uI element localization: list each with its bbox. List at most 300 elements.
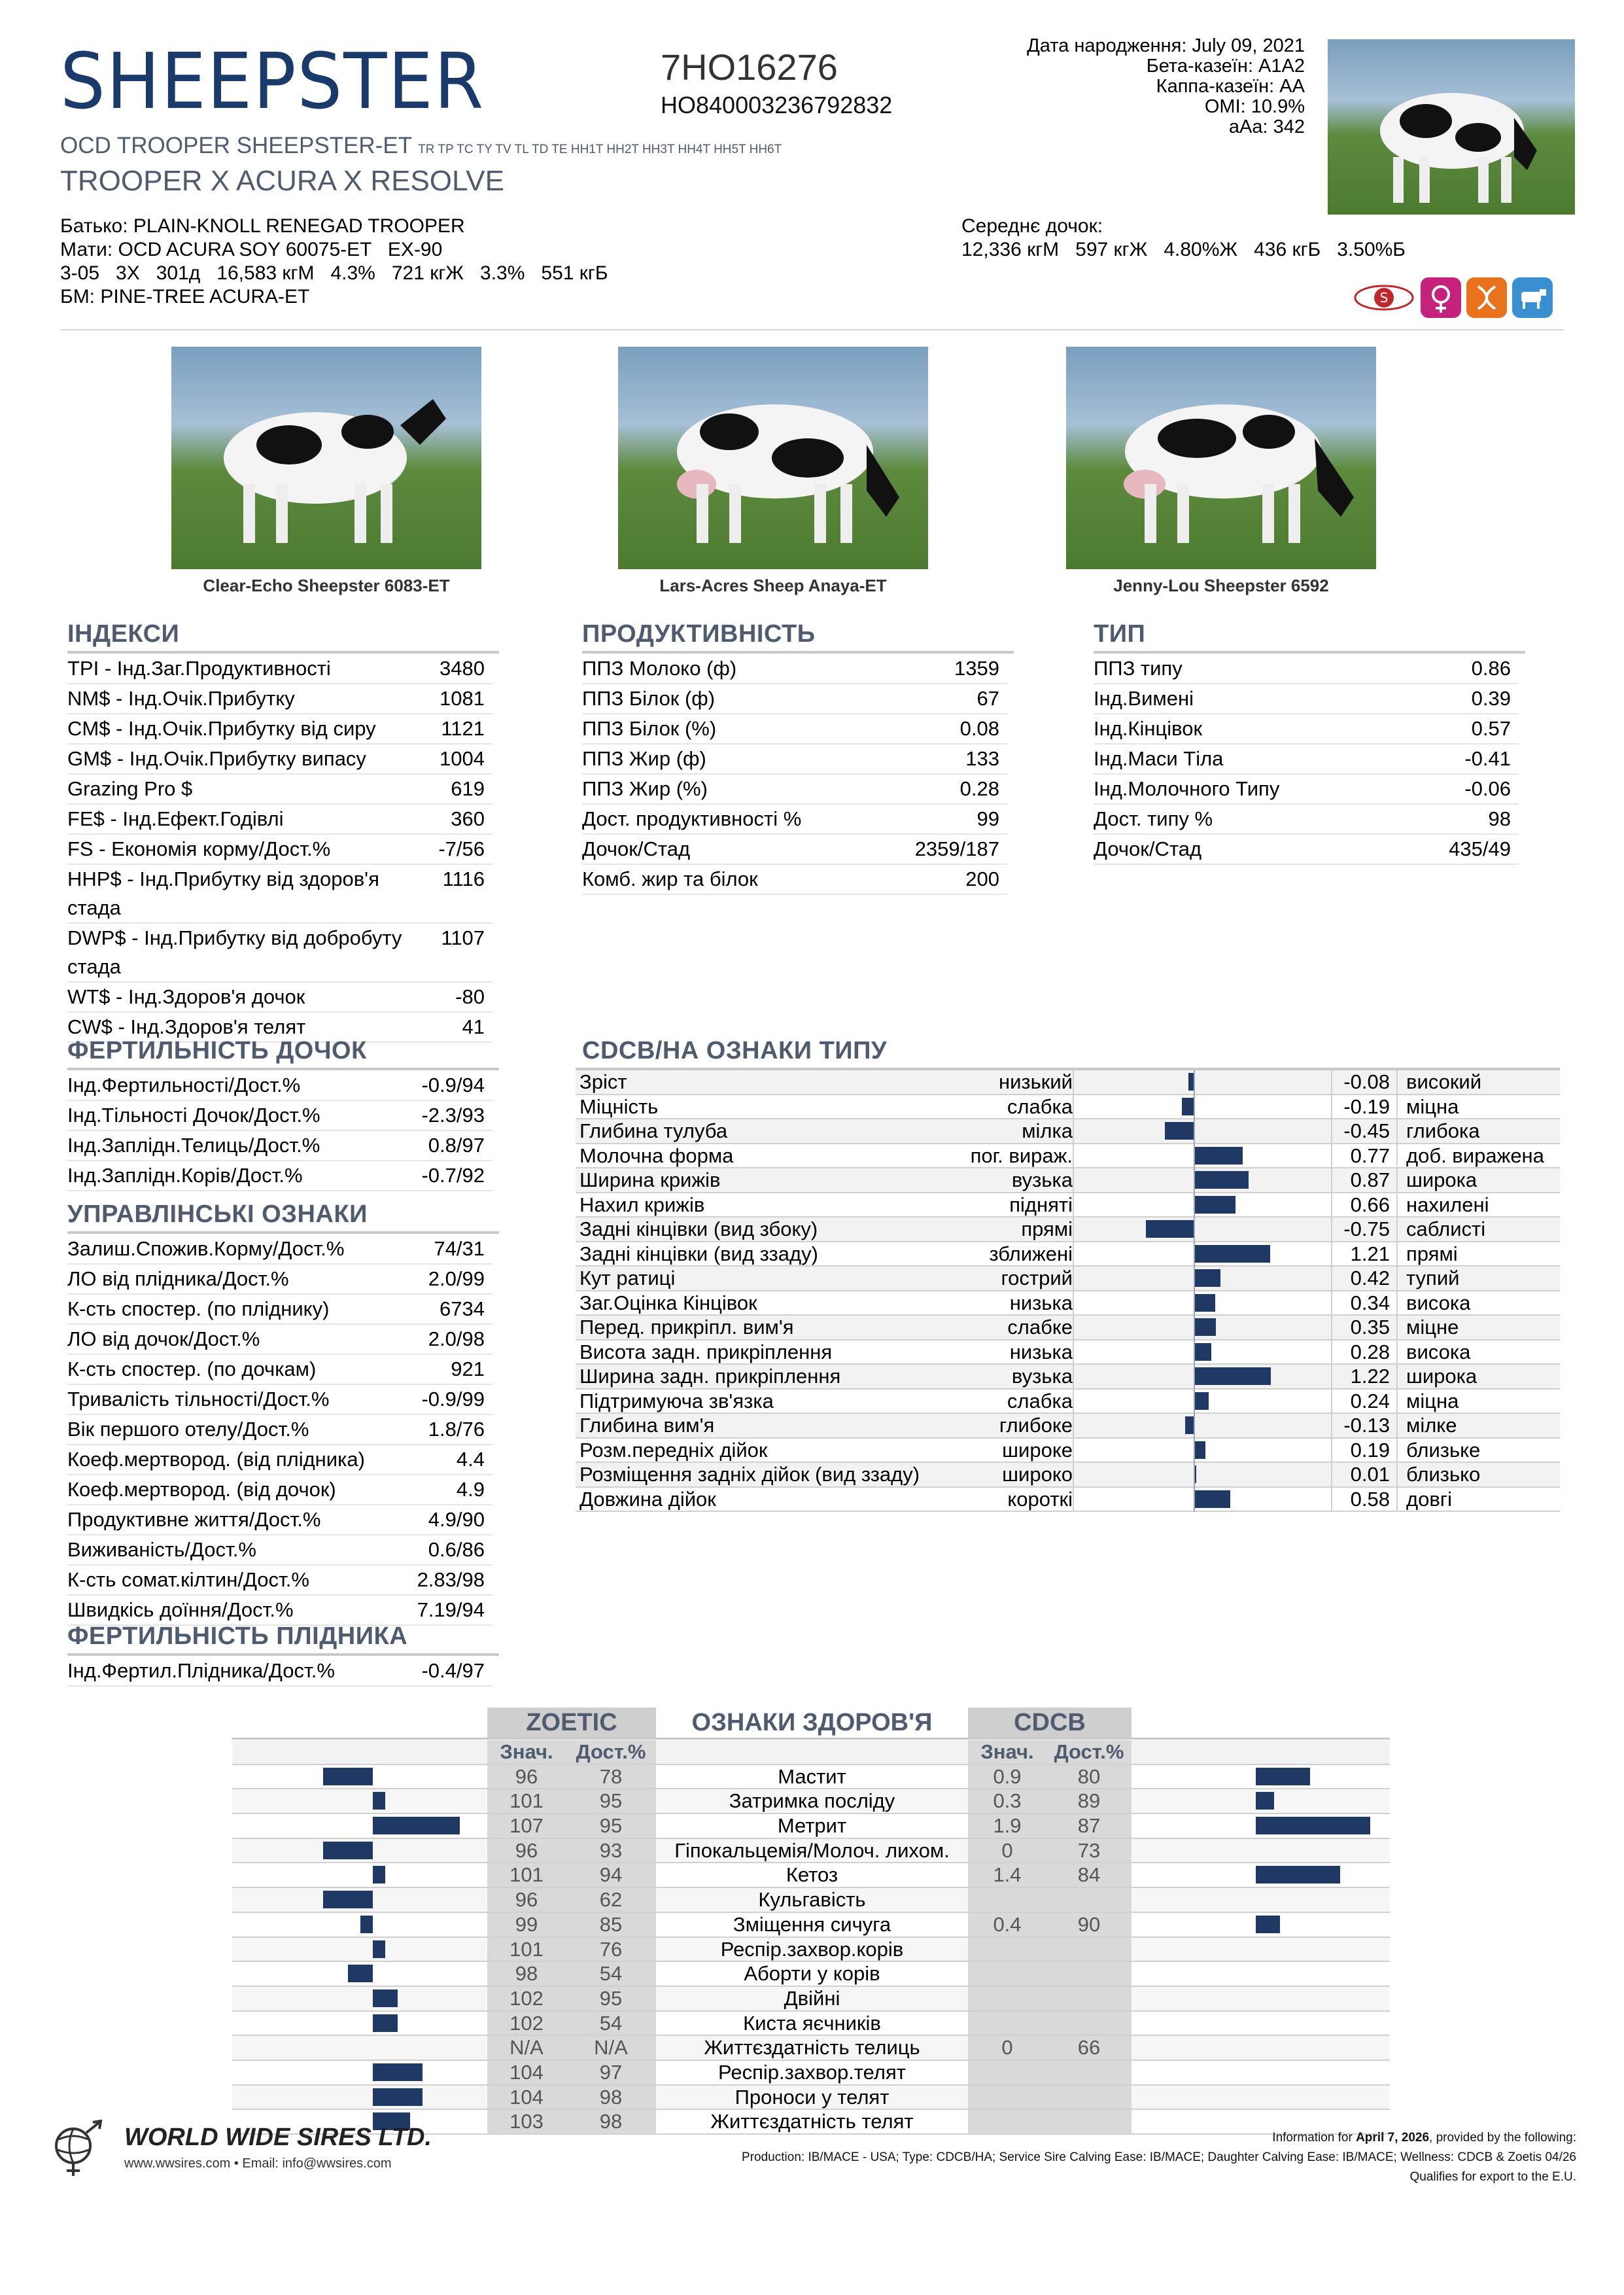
trait-bar [1194,1245,1270,1263]
row-value: 619 [451,777,485,800]
sire-fertility-row [67,1656,492,1687]
row-value: 4.4 [456,1448,485,1471]
zoetis-reliability: 76 [599,1937,623,1961]
zoetis-value: 107 [510,1814,544,1838]
column-divider [1073,1095,1074,1119]
daughter-caption-3: Jenny-Lou Sheepster 6592 [1113,576,1329,595]
zoetis-reliability: N/A [594,2036,628,2059]
row-value: 1359 [954,657,999,680]
column-divider [1331,1144,1332,1168]
column-divider [1073,1340,1074,1364]
health-row [232,2086,1390,2111]
trait-high: висока [1406,1291,1471,1314]
cdcb-reliability: 80 [1077,1764,1101,1788]
trait-value: 0.28 [1350,1340,1390,1363]
column-divider [1331,1316,1332,1339]
trait-value: 0.01 [1350,1463,1390,1486]
health-row [232,1814,1390,1839]
trait-name: Задні кінцівки (вид збоку) [579,1218,818,1240]
indexes-row [67,654,492,684]
row-value: 2359/187 [914,837,999,860]
health-trait-name: Аборти у корів [744,1962,880,1986]
fertility-daughters-title: ФЕРТИЛЬНІСТЬ ДОЧОК [67,1037,367,1064]
health-row [232,1987,1390,2012]
health-row [232,2061,1390,2086]
haplotype-codes: TR TP TC TY TV TL TD TE HH1T HH2T HH3T HH4T HH5T HH6T [418,143,782,156]
management-row [67,1385,492,1415]
daughter-photo-1 [171,347,481,569]
trait-high: нахилені [1406,1193,1489,1216]
cdcb-value: 1.9 [993,1814,1022,1838]
row-label: WT$ - Інд.Здоров'я дочок [67,985,305,1008]
trait-value: 0.34 [1350,1291,1390,1314]
maternal-grandsire: БМ: PINE-TREE ACURA-ET [60,286,310,307]
trait-value: 0.87 [1350,1168,1390,1191]
sire: Батько: PLAIN-KNOLL RENEGAD TROOPER [60,215,465,237]
daughter-caption-2: Lars-Acres Sheep Anaya-ET [659,576,887,595]
cdcb-type-row [576,1193,1560,1218]
trait-high: міцне [1406,1316,1459,1339]
health-trait-name: Життєздатність телиць [704,2036,920,2059]
trait-low: підняті [1009,1193,1073,1216]
trait-low: короткі [1007,1487,1073,1511]
cdcb-health-bar [1256,1792,1274,1810]
trait-name: Зріст [579,1070,627,1093]
trait-low: слабке [1007,1316,1073,1339]
type-row [1094,714,1519,745]
zoetis-bar [348,1965,373,1982]
row-label: Вік першого отелу/Дост.% [67,1418,309,1441]
zoetis-value: 98 [515,1962,538,1986]
trait-name: Глибина вим'я [579,1414,715,1437]
indexes-rule [67,651,499,654]
health-trait-name: Життєздатність телят [710,2110,914,2133]
management-row [67,1295,492,1325]
column-divider [1073,1168,1074,1192]
trait-name: Розміщення задніх дійок (вид ззаду) [579,1463,920,1486]
column-divider [1331,1267,1332,1290]
column-divider [1331,1488,1332,1511]
column-divider [1073,1193,1074,1217]
trait-high: близько [1406,1463,1481,1486]
indexes-row [67,835,492,865]
row-label: CW$ - Інд.Здоров'я телят [67,1015,306,1038]
sire-fertility-table [67,1656,492,1687]
column-divider [1073,1119,1074,1143]
zoetis-reliability: 97 [599,2060,623,2084]
production-row [582,805,1007,835]
column-divider [1396,1488,1398,1511]
column-divider [1396,1193,1398,1217]
trait-name: Розм.передніх дійок [579,1438,768,1462]
type-row [1094,805,1519,835]
type-row [1094,684,1519,714]
indexes-row [67,684,492,714]
management-row [67,1355,492,1385]
zoetis-reliability: 93 [599,1838,623,1862]
zoetis-bar [373,2088,423,2106]
registration-number: HO840003236792832 [661,92,893,118]
health-row [232,1839,1390,1864]
trait-name: Довжина дійок [579,1487,716,1511]
column-divider [1073,1070,1074,1094]
management-row [67,1535,492,1566]
row-label: Інд.Кінцівок [1094,717,1203,740]
fertility-daughters-row [67,1161,492,1191]
trait-name: Глибина тулуба [579,1119,728,1142]
health-trait-name: Респір.захвор.корів [720,1937,904,1961]
column-divider [1331,1365,1332,1388]
column-divider [1331,1439,1332,1462]
row-label: FS - Економія корму/Дост.% [67,837,331,860]
zoetis-reliability: 98 [599,2085,623,2109]
trait-value: 0.58 [1350,1487,1390,1511]
trait-name: Міцність [579,1095,659,1118]
cow-illustration [1328,39,1575,215]
svg-text:S: S [1379,290,1389,306]
cdcb-value: 0 [1001,2036,1013,2059]
value-cell-bg [968,1987,1132,2010]
column-divider [1396,1340,1398,1364]
row-label: GM$ - Інд.Очік.Прибутку випасу [67,747,366,770]
trait-high: довгі [1406,1487,1452,1511]
row-label: CM$ - Інд.Очік.Прибутку від сиру [67,717,376,740]
indexes-title: ІНДЕКСИ [67,620,180,648]
fertility-daughters-row [67,1101,492,1131]
zoetis-bar [373,1792,385,1810]
cdcb-health-bar [1256,1916,1280,1933]
health-top-rule [232,1738,1390,1740]
health-trait-name: Зміщення сичуга [733,1912,891,1936]
cdcb-value: 0.3 [993,1789,1022,1813]
row-value: 1116 [442,867,485,890]
column-divider [1331,1242,1332,1266]
trait-high: доб. виражена [1406,1144,1544,1167]
row-label: TPI - Інд.Заг.Продуктивності [67,657,331,680]
trait-high: близьке [1406,1438,1481,1462]
trait-value: 0.24 [1350,1389,1390,1412]
value-cell-bg [968,2086,1132,2109]
company-contact: www.wwsires.com • Email: info@wwsires.com [124,2156,392,2171]
row-value: 0.6/86 [428,1538,485,1561]
row-label: ЛО від дочок/Дост.% [67,1327,260,1350]
cdcb-reliability: 66 [1077,2036,1101,2059]
zoetis-value: 101 [510,1863,544,1887]
cdcb-type-row [576,1390,1560,1414]
column-divider [1073,1144,1074,1168]
row-label: Grazing Pro $ [67,777,193,800]
column-divider [1073,1439,1074,1462]
column-divider [1073,1242,1074,1266]
column-divider [1396,1070,1398,1094]
zoetis-bar [373,1989,398,2007]
wws-logo [39,2120,432,2179]
row-label: Інд.Молочного Типу [1094,777,1280,800]
daughter-average-values: 12,336 кгМ 597 кгЖ 4.80%Ж 436 кгБ 3.50%Б [961,239,1406,260]
cdcb-value: 0.9 [993,1764,1022,1788]
column-divider [1073,1463,1074,1486]
full-name [60,133,782,159]
health-row [232,1765,1390,1790]
row-label: К-сть спостер. (по дочкам) [67,1358,317,1380]
type-row [1094,654,1519,684]
column-divider [1073,1365,1074,1388]
trait-high: тупий [1406,1267,1460,1289]
production-row [582,865,1007,895]
health-trait-name: Гіпокальцемія/Молоч. лихом. [674,1838,950,1862]
trait-name: Молочна форма [579,1144,734,1167]
cdcb-type-row [576,1291,1560,1316]
trait-bar [1194,1147,1243,1165]
company-name: WORLD WIDE SIRES LTD. [124,2124,432,2151]
row-value: -80 [455,985,485,1008]
column-divider [1396,1414,1398,1437]
zoetis-rel-header: Дост.% [566,1740,656,1764]
trait-bar [1194,1392,1209,1410]
row-value: -0.41 [1464,747,1511,770]
dam: Мати: OCD ACURA SOY 60075-ET EX-90 [60,239,443,260]
column-divider [1331,1119,1332,1143]
column-divider [1396,1144,1398,1168]
health-trait-name: Киста яєчників [743,2011,881,2035]
health-trait-name: Кульгавість [758,1888,866,1912]
management-row [67,1235,492,1265]
trait-bar [1165,1122,1194,1140]
column-divider [1396,1463,1398,1486]
column-divider [1396,1390,1398,1413]
trait-low: вузька [1011,1168,1073,1191]
row-label: Швидкісь доїння/Дост.% [67,1598,294,1621]
cdcb-type-row [576,1365,1560,1390]
row-label: HHP$ - Інд.Прибутку від здоров'я стада [67,867,379,919]
sire-fertility-rule [67,1653,499,1656]
trait-bar [1194,1343,1211,1361]
health-row [232,1913,1390,1938]
trait-value: 0.42 [1350,1267,1390,1289]
health-row [232,2012,1390,2037]
zoetis-bar [360,1916,373,1933]
column-divider [1331,1340,1332,1364]
row-label: Інд.Маси Тіла [1094,747,1224,770]
health-trait-name: Проноси у телят [734,2085,890,2109]
trait-high: висока [1406,1340,1471,1363]
row-label: ППЗ Білок (ф) [582,687,716,710]
zoetis-header: ZOETIC [487,1708,656,1738]
trait-value: 0.77 [1350,1144,1390,1167]
column-divider [1331,1070,1332,1094]
trait-low: прямі [1021,1218,1073,1240]
zoetis-value: 96 [515,1838,538,1862]
value-cell-bg [968,1938,1132,1961]
trait-low: мілка [1022,1119,1073,1142]
wws-globe-icon [39,2120,118,2179]
cdcb-type-row [576,1070,1560,1095]
row-label: Дост. продуктивності % [582,807,802,830]
indexes-row [67,983,492,1013]
trait-name: Ширина задн. прикріплення [579,1365,841,1388]
row-value: 360 [451,807,485,830]
health-trait-name: Метрит [777,1814,847,1838]
trait-high: широка [1406,1365,1477,1388]
cdcb-reliability: 73 [1077,1838,1101,1862]
genomic-info [948,36,1305,137]
health-trait-name: Двійні [784,1986,840,2010]
zoetis-reliability: 94 [599,1863,623,1887]
row-value: 133 [965,747,999,770]
cdcb-type-row [576,1439,1560,1463]
zoetis-bar [373,2063,423,2081]
trait-name: Кут ратиці [579,1267,676,1289]
daughter-photo-2 [618,347,928,569]
row-label: Виживаність/Дост.% [67,1538,256,1561]
cdcb-type-table [576,1070,1560,1512]
row-value: 99 [976,807,999,830]
column-divider [1331,1193,1332,1217]
cdcb-type-row [576,1119,1560,1144]
cdcb-type-row [576,1144,1560,1169]
row-label: Інд.Фертил.Плідника/Дост.% [67,1659,335,1682]
cdcb-value: 1.4 [993,1863,1022,1887]
zoetis-bar [373,1940,385,1958]
trait-value: -0.13 [1343,1414,1390,1437]
row-label: Коеф.мертвород. (від дочок) [67,1478,336,1501]
sire-fertility-title: ФЕРТИЛЬНІСТЬ ПЛІДНИКА [67,1622,408,1650]
trait-low: широке [1002,1438,1073,1462]
column-divider [1331,1291,1332,1315]
row-label: Тривалість тільності/Дост.% [67,1388,330,1410]
row-value: 4.9 [456,1478,485,1501]
trait-high: міцна [1406,1095,1459,1118]
fertility-daughters-rule [67,1068,499,1070]
column-divider [1331,1390,1332,1413]
trait-bar [1194,1269,1220,1287]
production-row [582,684,1007,714]
trait-value: 0.35 [1350,1316,1390,1339]
cdcb-reliability: 89 [1077,1789,1101,1813]
trait-low: низька [1009,1291,1073,1314]
bull-name: SHEEPSTER [60,36,485,126]
health-row [232,1888,1390,1913]
row-label: К-сть спостер. (по плiднику) [67,1297,330,1320]
column-divider [1073,1316,1074,1339]
dam-record: 3-05 3X 301д 16,583 кгМ 4.3% 721 кгЖ 3.3% 551 кгБ [60,262,608,284]
zoetis-value: 103 [510,2110,544,2133]
indexes-row [67,745,492,775]
management-title: УПРАВЛІНСЬКІ ОЗНАКИ [67,1200,368,1228]
column-divider [1396,1365,1398,1388]
trait-value: -0.45 [1343,1119,1390,1142]
zoetis-value: 101 [510,1789,544,1813]
row-value: -0.06 [1464,777,1511,800]
cdcb-reliability: 87 [1077,1814,1101,1838]
row-value: 2.0/98 [428,1327,485,1350]
cdcb-type-row [576,1340,1560,1365]
cow-icon [1512,277,1553,318]
cdcb-type-row [576,1463,1560,1488]
zoetis-value: 96 [515,1888,538,1912]
row-value: 74/31 [434,1237,485,1260]
aaa: aAa: 342 [1228,116,1305,137]
trait-name: Перед. прикріпл. вим'я [579,1316,794,1339]
trait-value: 1.21 [1350,1242,1390,1265]
column-divider [1396,1168,1398,1192]
management-row [67,1475,492,1505]
row-value: 200 [965,867,999,890]
management-rule [67,1231,499,1234]
management-row [67,1265,492,1295]
type-row [1094,835,1519,865]
row-label: Дочок/Стад [582,837,691,860]
zoetis-value: 96 [515,1764,538,1788]
cdcb-value: 0 [1001,1838,1013,1862]
fertility-daughters-row [67,1131,492,1161]
production-table [582,654,1007,895]
row-label: ППЗ типу [1094,657,1183,680]
trait-low: глибоке [999,1414,1073,1437]
cdcb-type-row [576,1414,1560,1439]
management-row [67,1415,492,1445]
zoetis-value: 99 [515,1912,538,1936]
zoetis-reliability: 95 [599,1814,623,1838]
row-label: FE$ - Інд.Ефект.Годівлі [67,807,284,830]
select-sires-logo-icon [1354,277,1414,318]
trait-name: Задні кінцівки (вид ззаду) [579,1242,818,1265]
trait-low: вузька [1011,1365,1073,1388]
health-trait-name: Мастит [778,1764,846,1788]
trait-bar [1188,1073,1194,1091]
trait-high: міцна [1406,1389,1459,1412]
trait-low: гострий [1001,1267,1073,1289]
type-row [1094,745,1519,775]
health-row [232,1789,1390,1814]
cdcb-type-row [576,1316,1560,1340]
production-rule [582,651,1014,654]
row-value: 0.39 [1471,687,1511,710]
management-row [67,1325,492,1355]
indexes-table [67,654,492,1043]
health-trait-name: Кетоз [786,1863,838,1887]
beta-casein: Бета-казеїн: A1A2 [1146,56,1305,77]
row-label: Дочок/Стад [1094,837,1202,860]
management-row [67,1596,492,1626]
row-value: 7.19/94 [417,1598,485,1621]
bull-photo [1328,39,1575,215]
zoetis-reliability: 78 [599,1764,623,1788]
column-divider [1396,1218,1398,1241]
info-date: April 7, 2026 [1356,2131,1430,2145]
row-label: Інд.Тільності Дочок/Дост.% [67,1104,320,1127]
type-row [1094,775,1519,805]
trait-bar [1146,1220,1194,1238]
row-label: ППЗ Жир (ф) [582,747,706,770]
daughter-average [961,215,1406,262]
indexes-row [67,865,492,924]
management-row [67,1445,492,1475]
row-label: DWP$ - Інд.Прибутку від добробуту стада [67,926,402,978]
cdcb-health-bar [1256,1817,1370,1834]
trait-value: -0.08 [1343,1070,1390,1093]
cdcb-type-title: CDCB/НА ОЗНАКИ ТИПУ [582,1037,888,1064]
production-title: ПРОДУКТИВНІСТЬ [582,620,816,648]
trait-bar [1194,1318,1216,1336]
health-trait-name: Затримка посліду [729,1789,895,1813]
trait-low: зближені [989,1242,1073,1265]
pedigree-line: TROOPER X ACURA X RESOLVE [60,165,504,197]
zoetis-bar [373,2014,398,2032]
column-divider [1073,1291,1074,1315]
type-title: ТИП [1094,620,1146,648]
zoetis-bar [373,1866,385,1883]
